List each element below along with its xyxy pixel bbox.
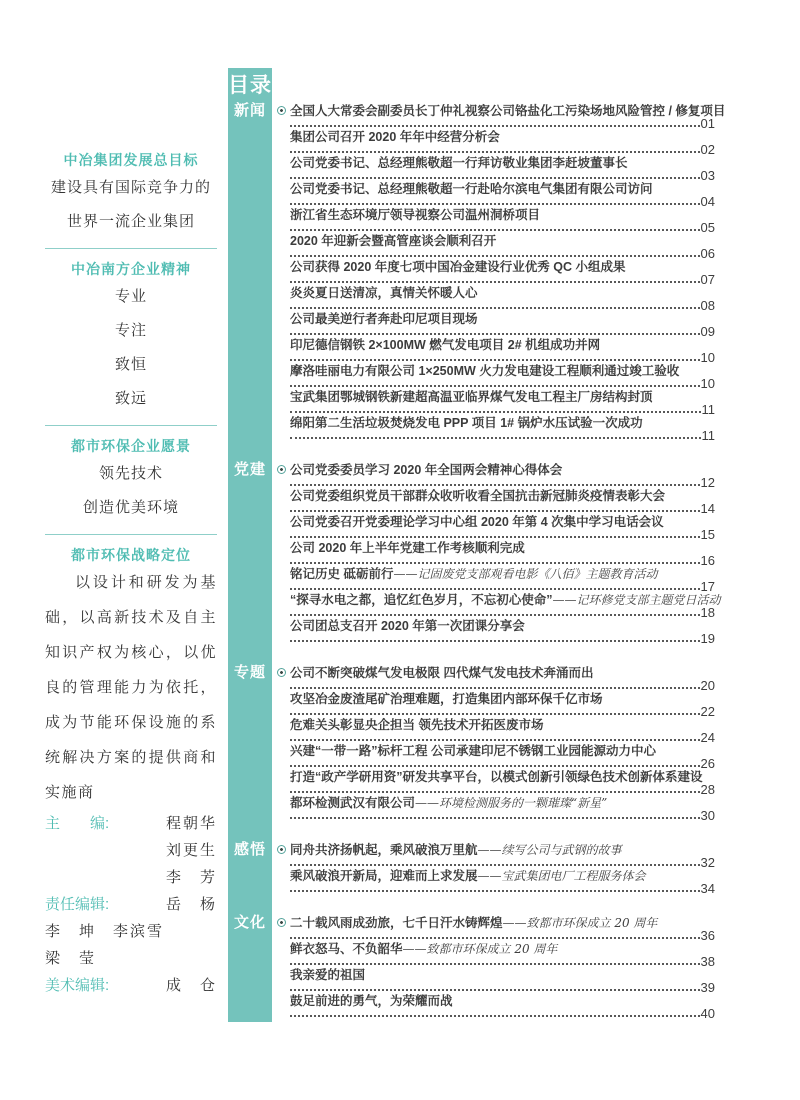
toc-entry [290,181,715,207]
entry-title-line [290,233,715,248]
entry-title: 都环检测武汉有限公司 [290,796,416,810]
toc-entry [290,743,715,769]
entry-title-line [290,842,715,857]
entry-title-line [290,311,715,326]
page-number: 36 [700,928,715,943]
page-number: 19 [700,631,715,646]
dots-row [290,477,715,488]
page-number: 09 [700,324,715,339]
dots-row [290,732,715,743]
sidebar-block [45,259,217,415]
dotted-leader [290,963,700,965]
entry-title-line [290,915,715,930]
entry-subtitle: ——记固废党支部观看电影《八佰》主题教育活动 [393,567,658,581]
entry-title: 公司不断突破煤气发电极限 四代煤气发电技术奔涌而出 [290,666,594,680]
dots-row [290,196,715,207]
toc-entry [290,566,715,592]
editor-name: 成 仓 [165,976,217,994]
page-number: 34 [700,881,715,896]
dots-row [290,274,715,285]
page-number: 28 [700,782,715,797]
entry-title: 宝武集团鄂城钢铁新建超高温亚临界煤气发电工程主厂房结构封顶 [290,390,653,404]
entry-title: 全国人大常委会副委员长丁仲礼视察公司铬盐化工污染场地风险管控 / 修复项目 [290,104,726,118]
dots-row [290,503,715,514]
editor-role-label: 责任编辑: [45,896,110,913]
dotted-leader [290,229,700,231]
toc-entry [290,769,715,795]
entry-title: 摩洛哇丽电力有限公司 1×250MW 火力发电建设工程顺利通过竣工验收 [290,364,680,378]
dots-row [290,956,715,967]
entry-title: 公司党委书记、总经理熊敬超一行赴哈尔滨电气集团有限公司访问 [290,182,653,196]
entry-title-line [290,103,726,118]
page-number: 40 [700,1006,715,1021]
dots-row [290,118,715,129]
entry-title: 公司 2020 年上半年党建工作考核顺利完成 [290,541,525,555]
sidebar-line: 建设具有国际竞争力的 [50,178,211,196]
dots-row [290,581,715,592]
toc-entry [290,462,715,488]
page-number: 16 [700,553,715,568]
entry-title: 我亲爱的祖国 [290,968,366,982]
dotted-leader [290,484,700,486]
dotted-leader [290,713,700,715]
editor-row [45,972,217,999]
dots-row [290,352,715,363]
editor-name: 程朝华 [165,814,217,832]
page-number: 26 [700,756,715,771]
sidebar [45,150,217,999]
section-entries [290,103,726,443]
dots-row [290,706,715,717]
editor-name: 李 芳 [165,868,217,886]
editor-name: 梁 莹 [45,949,97,967]
section-entries [290,842,715,894]
entry-title: 二十载风雨成劲旅，七千日汗水铸辉煌 [290,916,503,930]
page-number: 08 [700,298,715,313]
sidebar-heading: 都市环保战略定位 [71,547,191,563]
dotted-leader [290,177,700,179]
dotted-leader [290,255,700,257]
section-bullet-icon [277,668,286,677]
page-number: 20 [700,678,715,693]
entry-title: 兴建“一带一路”标杆工程 公司承建印尼不锈钢工业园能源动力中心 [290,744,656,758]
dots-row [290,982,715,993]
entry-title: 铭记历史 砥砺前行 [290,567,394,581]
page-number: 24 [700,730,715,745]
entry-title-line [290,337,715,352]
dotted-leader [290,890,700,892]
dots-row [290,857,715,868]
sidebar-line: 专业 [114,287,147,305]
toc-entry [290,868,715,894]
dots-row [290,404,715,415]
editor-name: 李 坤 李滨雪 [45,922,165,940]
entry-title-line [290,941,715,956]
divider [45,425,217,426]
dotted-leader [290,687,700,689]
dotted-leader [290,536,700,538]
sidebar-paragraph: 以设计和研发为基础，以高新技术及自主知识产权为核心，以优良的管理能力为依托，成为节能环保设施的系统解决方案的提供商和实施商 [45,573,217,801]
page-number: 11 [701,402,715,417]
section-bullet-icon [277,106,286,115]
divider [45,248,217,249]
entry-title-line [290,514,715,529]
entry-title: 印尼德信钢铁 2×100MW 燃气发电项目 2# 机组成功并网 [290,338,601,352]
toc-section [228,915,715,1019]
sidebar-line: 创造优美环境 [82,498,179,516]
section-label: 新闻 [233,102,266,119]
dotted-leader [290,125,700,127]
toc-entry [290,259,715,285]
dots-row [290,810,715,821]
entry-title-line [290,389,715,404]
toc-entry [290,103,726,131]
entry-title: 2020 年迎新会暨高管座谈会顺利召开 [290,234,497,248]
toc-entry [290,488,715,514]
entry-title-line [290,665,715,680]
dots-row [290,784,715,795]
page-number: 10 [700,350,715,365]
entry-subtitle: ——记环修党支部主题党日活动 [552,593,721,607]
sidebar-block [45,436,217,524]
toc-entry [290,415,715,441]
entry-title: 同舟共济扬帆起，乘风破浪万里航 [290,843,478,857]
editor-row [45,810,217,837]
page-number: 39 [700,980,715,995]
entry-title-line [290,769,715,784]
dotted-leader [290,203,700,205]
dotted-leader [290,359,700,361]
sidebar-line: 世界一流企业集团 [66,212,195,230]
dots-row [290,326,715,337]
editors-block [45,810,217,999]
dots-row [290,1008,715,1019]
section-bullet-icon [277,465,286,474]
entry-subtitle: ——环境检测服务的一颗璀璨“新星” [415,796,608,810]
sidebar-block [45,545,217,810]
dots-row [290,607,715,618]
editor-row [45,918,217,945]
toc-entry [290,514,715,540]
dots-row [290,248,715,259]
editor-name: 岳 杨 [165,895,217,913]
entry-subtitle: ——致都市环保成立 20 周年 [502,916,658,930]
toc-entry [290,363,715,389]
entry-title-line [290,285,715,300]
entry-title: 鼓足前进的勇气，为荣耀而战 [290,994,453,1008]
toc-section [228,102,726,443]
dotted-leader [290,281,700,283]
entry-title: 集团公司召开 2020 年年中经营分析会 [290,130,500,144]
sidebar-heading: 中冶南方企业精神 [71,261,191,277]
dotted-leader [290,437,701,439]
editor-row [45,837,217,864]
dotted-leader [290,864,700,866]
toc-entry [290,691,715,717]
section-label: 党建 [233,461,266,478]
toc-list [228,102,726,1021]
toc-entry [290,389,715,415]
page-number: 14 [700,501,715,516]
sidebar-line: 领先技术 [98,464,163,482]
page-number: 32 [700,855,715,870]
bullet-cell [272,842,290,854]
entry-title-line [290,967,715,982]
dots-row [290,222,715,233]
toc-entry [290,941,715,967]
dots-row [290,430,715,441]
dotted-leader [290,989,700,991]
entry-title-line [290,363,715,378]
dotted-leader [290,411,701,413]
entry-title-line [290,592,721,607]
entry-subtitle: ——续写公司与武钢的故事 [477,843,622,857]
section-label: 文化 [233,914,266,931]
entry-title: 危难关头彰显央企担当 领先技术开拓医废市场 [290,718,544,732]
page-title: 目录 [228,74,272,97]
entry-title: “探寻水电之都，追忆红色岁月，不忘初心使命” [290,593,553,607]
dots-row [290,170,715,181]
toc-section [228,665,715,821]
entry-title: 炎炎夏日送清凉，真情关怀暖人心 [290,286,478,300]
dotted-leader [290,739,700,741]
editor-row [45,945,217,972]
toc-entry [290,665,715,691]
entry-title-line [290,181,715,196]
entry-title: 鲜衣怒马、不负韶华 [290,942,403,956]
dotted-leader [290,640,700,642]
toc-entry [290,842,715,868]
section-entries [290,665,715,821]
sidebar-heading: 都市环保企业愿景 [71,438,191,454]
toc-entry [290,915,715,941]
entry-title-line [290,691,715,706]
section-entries [290,462,721,646]
toc-entry [290,311,715,337]
page-number: 30 [700,808,715,823]
dotted-leader [290,588,700,590]
dotted-leader [290,1015,700,1017]
divider [45,534,217,535]
section-label: 专题 [233,664,266,681]
toc-entry [290,285,715,311]
editor-role-label: 主 编: [45,815,110,832]
dots-row [290,300,715,311]
entry-title-line [290,462,715,477]
entry-title: 公司党委书记、总经理熊敬超一行拜访敬业集团李赶坡董事长 [290,156,628,170]
page-number: 07 [700,272,715,287]
bullet-cell [272,915,290,927]
toc-entry [290,795,715,821]
entry-subtitle: ——宝武集团电厂工程服务体会 [477,869,646,883]
toc-section [228,461,721,646]
dotted-leader [290,765,700,767]
page-number: 01 [700,116,715,131]
entry-title-line [290,129,715,144]
sidebar-heading: 中冶集团发展总目标 [63,152,199,168]
section-entries [290,915,715,1019]
toc-entry [290,618,715,644]
entry-title-line [290,795,715,810]
page-number: 04 [700,194,715,209]
entry-title: 绵阳第二生活垃圾焚烧发电 PPP 项目 1# 锅炉水压试验一次成功 [290,416,643,430]
entry-title: 公司获得 2020 年度七项中国冶金建设行业优秀 QC 小组成果 [290,260,626,274]
dots-row [290,555,715,566]
toc-entry [290,129,715,155]
entry-title-line [290,155,715,170]
dotted-leader [290,510,700,512]
toc-entry [290,540,715,566]
entry-title-line [290,566,715,581]
entry-subtitle: ——致都市环保成立 20 周年 [402,942,558,956]
page-number: 05 [700,220,715,235]
sidebar-block [45,150,217,238]
entry-title: 浙江省生态环境厅领导视察公司温州洞桥项目 [290,208,541,222]
dots-row [290,378,715,389]
dotted-leader [290,791,700,793]
toc-entry [290,967,715,993]
dotted-leader [290,817,700,819]
bullet-cell [272,462,290,474]
page-number: 11 [701,428,715,443]
editor-row [45,891,217,918]
sidebar-line: 致恒 [114,355,147,373]
dots-row [290,680,715,691]
dotted-leader [290,937,700,939]
toc-entry [290,233,715,259]
page-number: 18 [700,605,715,620]
editor-row [45,864,217,891]
section-label: 感悟 [233,841,266,858]
entry-title-line [290,993,715,1008]
page-number: 06 [700,246,715,261]
dotted-leader [290,333,700,335]
sidebar-line: 专注 [114,321,147,339]
entry-title-line [290,618,715,633]
entry-title: 乘风破浪开新局，迎难而上求发展 [290,869,478,883]
page-number: 17 [700,579,715,594]
section-bullet-icon [277,918,286,927]
dotted-leader [290,614,700,616]
dots-row [290,930,715,941]
bullet-cell [272,665,290,677]
page-number: 12 [700,475,715,490]
entry-title: 公司最美逆行者奔赴印尼项目现场 [290,312,478,326]
toc-entry [290,592,721,620]
toc-entry [290,207,715,233]
entry-title-line [290,259,715,274]
page-number: 02 [700,142,715,157]
dots-row [290,633,715,644]
entry-title-line [290,488,715,503]
entry-title-line [290,207,715,222]
dotted-leader [290,307,700,309]
entry-title: 公司党委委员学习 2020 年全国两会精神心得体会 [290,463,563,477]
dots-row [290,144,715,155]
bullet-cell [272,103,290,115]
page-number: 03 [700,168,715,183]
toc-entry [290,337,715,363]
section-bullet-icon [277,845,286,854]
dots-row [290,758,715,769]
dotted-leader [290,151,700,153]
dotted-leader [290,385,700,387]
entry-title: 公司团总支召开 2020 年第一次团课分享会 [290,619,525,633]
toc-section [228,842,715,894]
page-number: 22 [700,704,715,719]
page-number: 15 [700,527,715,542]
entry-title-line [290,717,715,732]
editor-role-label: 美术编辑: [45,977,110,994]
sidebar-line: 致远 [114,389,147,407]
page-number: 38 [700,954,715,969]
entry-title: 攻坚冶金废渣尾矿治理难题，打造集团内部环保千亿市场 [290,692,603,706]
entry-title-line [290,743,715,758]
editor-name: 刘更生 [165,841,217,859]
page-number: 10 [700,376,715,391]
entry-title: 打造“政产学研用资”研发共享平台，以模式创新引领绿色技术创新体系建设 [290,770,703,784]
dotted-leader [290,562,700,564]
entry-title-line [290,868,715,883]
entry-title: 公司党委召开党委理论学习中心组 2020 年第 4 次集中学习电话会议 [290,515,664,529]
sidebar-blocks [45,150,217,810]
entry-title-line [290,415,715,430]
entry-title-line [290,540,715,555]
dots-row [290,529,715,540]
toc-entry [290,155,715,181]
entry-title: 公司党委组织党员干部群众收听收看全国抗击新冠肺炎疫情表彰大会 [290,489,666,503]
dots-row [290,883,715,894]
toc-entry [290,717,715,743]
toc-entry [290,993,715,1019]
